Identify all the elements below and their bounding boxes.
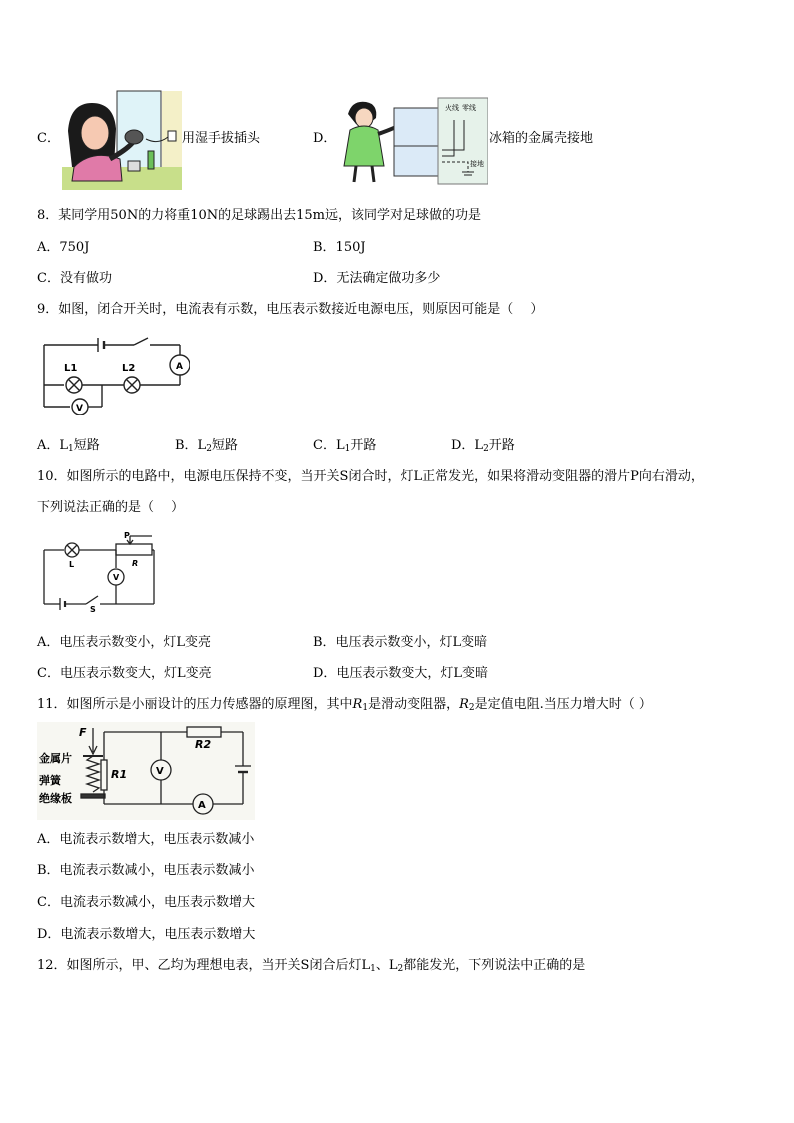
q10-option-a: A．电压表示数变小，灯L变亮: [37, 635, 212, 650]
neutral-wire-label: 零线: [462, 104, 476, 112]
q7-option-c-text: 用湿手拔插头: [182, 131, 261, 146]
r2-label: R2: [195, 738, 212, 751]
q8-option-c: C．没有做功: [37, 271, 112, 286]
l1-label: L1: [64, 363, 78, 374]
q10-stem-line1: 10．如图所示的电路中，电源电压保持不变，当开关S闭合时，灯L正常发光，如果将滑动变阻器的滑片P向右滑动，: [37, 469, 704, 484]
voltmeter-label: V: [76, 404, 83, 414]
voltmeter-label: V: [113, 573, 120, 582]
q10-option-c: C．电压表示数变大，灯L变亮: [37, 666, 212, 681]
l2-label: L2: [122, 363, 136, 374]
q9-option-b: B．$L_2$短路: [175, 438, 238, 454]
switch-s-label: S: [90, 605, 96, 612]
spring-label: 弹簧: [39, 774, 61, 787]
q11-option-a: A．电流表示数增大，电压表示数减小: [37, 832, 255, 847]
q8-option-d: D．无法确定做功多少: [313, 271, 441, 286]
r1-label: R1: [111, 768, 128, 781]
q11-pressure-sensor-diagram: [37, 722, 255, 820]
force-f-label: F: [79, 726, 87, 739]
rheostat-r-label: R: [132, 559, 139, 568]
q7-option-d-letter: D．: [313, 131, 337, 146]
lamp-l-label: L: [69, 560, 75, 569]
q11-option-b: B．电流表示数减小，电压表示数减小: [37, 863, 255, 878]
fridge-grounding-illustration: [338, 96, 488, 186]
ammeter-label: A: [176, 362, 183, 372]
q10-circuit-diagram: [40, 530, 160, 612]
q8-option-a: A．750J: [37, 240, 90, 255]
q7-option-c-letter: C．: [37, 131, 60, 146]
q9-option-c: C．$L_1$开路: [313, 438, 377, 454]
q9-option-a: A．$L_1$短路: [37, 438, 100, 454]
q9-option-d: D．$L_2$开路: [451, 438, 515, 454]
q11-option-c: C．电流表示数减小，电压表示数增大: [37, 895, 255, 910]
q10-stem-line2: 下列说法正确的是（ ）: [37, 500, 185, 515]
ammeter-label: A: [198, 800, 206, 811]
q10-option-b: B．电压表示数变小，灯L变暗: [313, 635, 488, 650]
q7-option-d-text: 冰箱的金属壳接地: [489, 131, 594, 146]
q10-option-d: D．电压表示数变大，灯L变暗: [313, 666, 489, 681]
q9-stem: 9．如图，闭合开关时，电流表有示数，电压表示数接近电源电压，则原因可能是（ ）: [37, 302, 544, 317]
metal-plate-label: 金属片: [39, 752, 72, 765]
q11-option-d: D．电流表示数增大，电压表示数增大: [37, 927, 256, 942]
q8-stem: 8．某同学用50N的力将重10N的足球踢出去15m远，该同学对足球做的功是: [37, 208, 481, 223]
q9-circuit-diagram: [40, 335, 190, 415]
slider-p-label: P: [124, 531, 130, 540]
ground-label: 接地: [470, 160, 484, 168]
wet-hand-plug-illustration: [62, 89, 182, 190]
insulating-board-label: 绝缘板: [39, 792, 72, 805]
voltmeter-label: V: [156, 766, 164, 777]
q8-option-b: B．150J: [313, 240, 366, 255]
q11-stem: 11．如图所示是小丽设计的压力传感器的原理图，其中$R_1$是滑动变阻器，$R_2$是定值电阻.当压力增大时（ ）: [37, 697, 652, 713]
q12-stem: 12．如图所示，甲、乙均为理想电表，当开关S闭合后灯$L_1$、$L_2$都能发光，下列说法中正确的是: [37, 958, 586, 974]
live-wire-label: 火线: [445, 104, 459, 112]
